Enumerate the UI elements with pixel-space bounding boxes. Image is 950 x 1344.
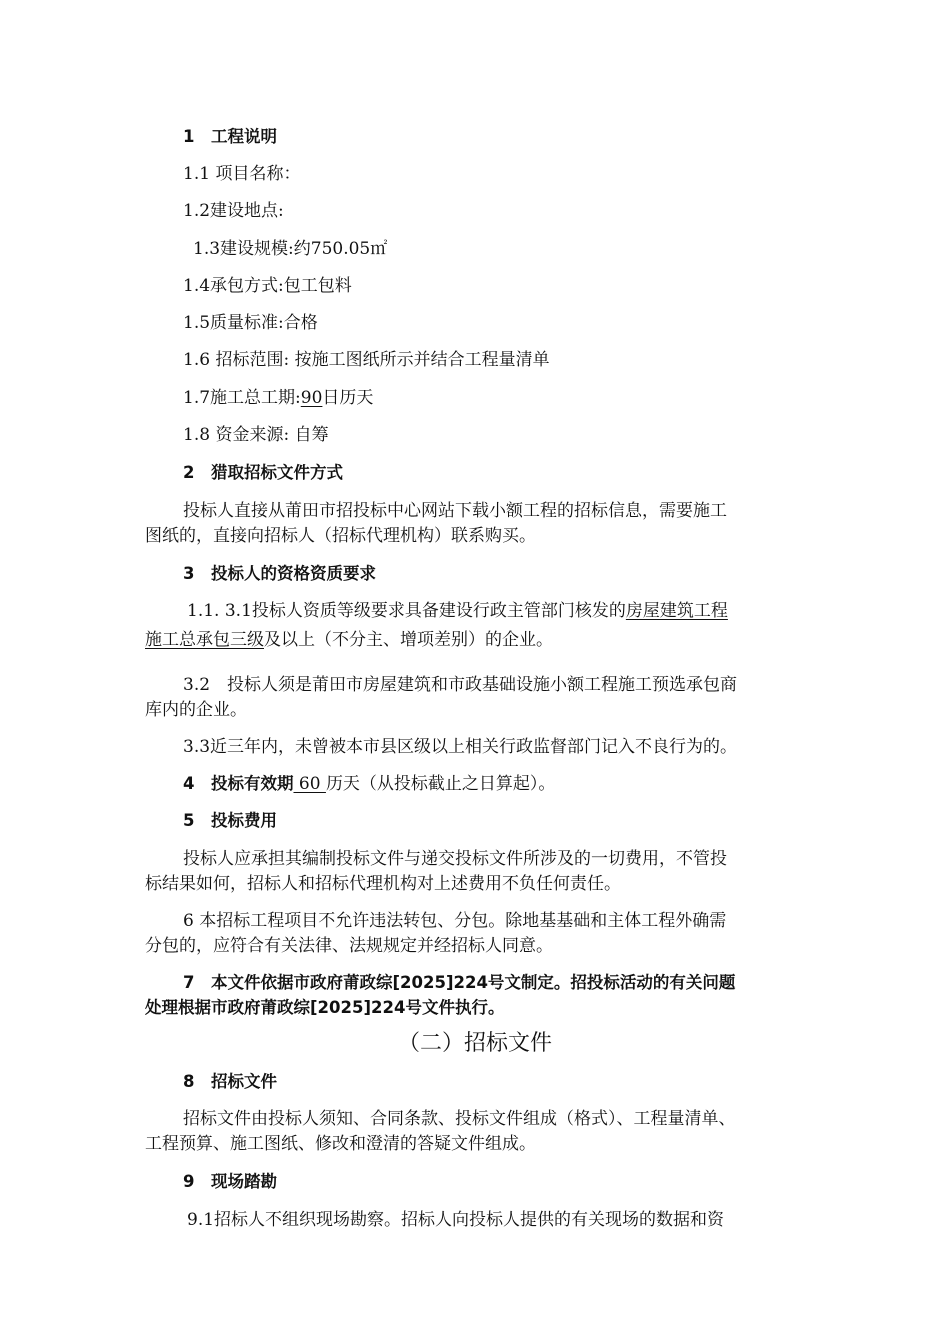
para-7-line-1: 7 本文件依据市政府莆政综[2025]224号文制定。招投标活动的有关问题 bbox=[183, 973, 736, 992]
item-1-7 bbox=[145, 385, 810, 411]
item-1-6: 1.6 招标范围: 按施工图纸所示并结合工程量清单 bbox=[183, 350, 550, 370]
para-2-line-2: 图纸的，直接向招标人（招标代理机构）联系购买。 bbox=[145, 526, 536, 546]
para-8-line-2: 工程预算、施工图纸、修改和澄清的答疑文件组成。 bbox=[145, 1134, 536, 1154]
section-title-2: （二）招标文件 bbox=[397, 1031, 552, 1056]
para-3-2-line-1: 3.2 投标人须是莆田市房屋建筑和市政基础设施小额工程施工预选承包商 bbox=[183, 675, 738, 695]
para-5-line-2: 标结果如何，招标人和招标代理机构对上述费用不负任何责任。 bbox=[145, 874, 621, 894]
para-2-line-1: 投标人直接从莆田市招投标中心网站下载小额工程的招标信息，需要施工 bbox=[183, 501, 727, 521]
heading-4-label: 4 投标有效期 bbox=[183, 774, 294, 793]
heading-4 bbox=[145, 771, 810, 797]
para-7-line-2: 处理根据市政府莆政综[2025]224号文件执行。 bbox=[145, 998, 505, 1017]
heading-1: 1 工程说明 bbox=[183, 127, 277, 146]
heading-2: 2 猎取招标文件方式 bbox=[183, 463, 343, 482]
item-1-7-unit: 日历天 bbox=[322, 388, 374, 408]
item-1-8: 1.8 资金来源: 自筹 bbox=[183, 425, 329, 445]
para-5-line-1: 投标人应承担其编制投标文件与递交投标文件所涉及的一切费用，不管投 bbox=[183, 849, 727, 869]
heading-5: 5 投标费用 bbox=[183, 811, 277, 830]
heading-4-value: 60 bbox=[293, 774, 326, 794]
para-3-1-text-2: 及以上（不分主、增项差别）的企业。 bbox=[264, 630, 553, 650]
item-1-1: 1.1 项目名称： bbox=[183, 164, 301, 184]
para-6-line-2: 分包的，应符合有关法律、法规规定并经招标人同意。 bbox=[145, 936, 553, 956]
para-3-1-underlined-2: 施工总承包三级 bbox=[145, 630, 264, 650]
heading-8: 8 招标文件 bbox=[183, 1072, 277, 1091]
item-1-5: 1.5质量标准:合格 bbox=[183, 313, 318, 333]
para-3-3: 3.3近三年内，未曾被本市县区级以上相关行政监督部门记入不良行为的。 bbox=[183, 737, 738, 757]
para-3-1-line-1 bbox=[145, 598, 810, 624]
item-1-3: 1.3建设规模:约750.05㎡ bbox=[193, 239, 388, 259]
para-3-1-underlined: 房屋建筑工程 bbox=[625, 601, 728, 621]
para-8-line-1: 招标文件由投标人须知、合同条款、投标文件组成（格式）、工程量清单、 bbox=[183, 1109, 736, 1129]
heading-4-text: 历天（从投标截止之日算起）。 bbox=[325, 774, 556, 794]
item-1-4: 1.4承包方式:包工包料 bbox=[183, 276, 352, 296]
heading-3: 3 投标人的资格资质要求 bbox=[183, 564, 376, 583]
heading-9: 9 现场踏勘 bbox=[183, 1172, 277, 1191]
para-9-1: 9.1招标人不组织现场勘察。招标人向投标人提供的有关现场的数据和资 bbox=[187, 1210, 725, 1230]
item-1-7-value: 90 bbox=[300, 388, 323, 408]
item-1-7-label: 1.7施工总工期: bbox=[183, 388, 301, 408]
para-3-1-line-2 bbox=[145, 627, 810, 653]
para-6-line-1: 6 本招标工程项目不允许违法转包、分包。除地基基础和主体工程外确需 bbox=[183, 911, 727, 931]
item-1-2: 1.2建设地点: bbox=[183, 201, 284, 221]
para-3-1-text: 1.1. 3.1投标人资质等级要求具备建设行政主管部门核发的 bbox=[187, 601, 626, 621]
para-3-2-line-2: 库内的企业。 bbox=[145, 700, 247, 720]
